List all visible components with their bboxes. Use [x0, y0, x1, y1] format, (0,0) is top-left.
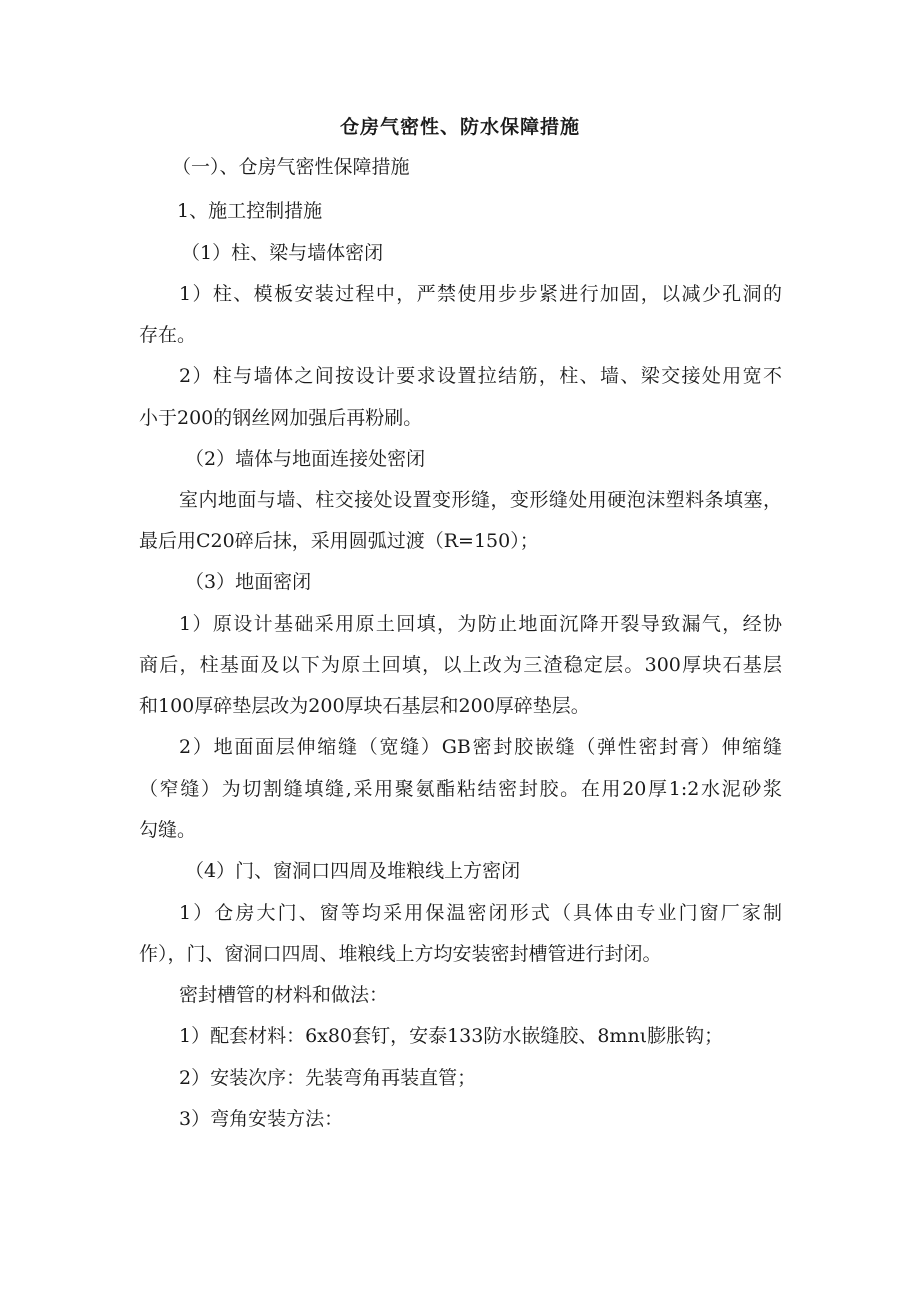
- paragraph-5-line-2: （窄缝）为切割缝填缝,采用聚氨酯粘结密封胶。在用20厚1:2水泥砂浆: [139, 778, 782, 800]
- paragraph-5-line-1: 2）地面面层伸缩缝（宽缝）GB密封胶嵌缝（弹性密封膏）伸缩缝: [179, 736, 782, 758]
- item-heading-2: （2）墙体与地面连接处密闭: [185, 448, 426, 470]
- paragraph-2-line-1: 2）柱与墙体之间按设计要求设置拉结筋，柱、墙、梁交接处用宽不: [179, 365, 782, 387]
- item-heading-3: （3）地面密闭: [185, 571, 312, 593]
- paragraph-2-line-2: 小于200的钢丝网加强后再粉刷。: [139, 407, 423, 429]
- paragraph-3-line-1: 室内地面与墙、柱交接处设置变形缝，变形缝处用硬泡沫塑料条填塞，: [179, 489, 782, 511]
- document-title: 仓房气密性、防水保障措施: [339, 116, 580, 138]
- paragraph-8: 1）配套材料：6x80套钉，安泰133防水嵌缝胶、8mnι膨胀钩；: [179, 1025, 724, 1047]
- paragraph-7: 密封槽管的材料和做法：: [179, 984, 389, 1006]
- item-heading-4: （4）门、窗洞口四周及堆粮线上方密闭: [185, 860, 521, 882]
- subsection-heading: 1、施工控制措施: [177, 200, 323, 222]
- paragraph-5-line-3: 勾缝。: [139, 819, 197, 841]
- paragraph-6-line-1: 1）仓房大门、窗等均采用保温密闭形式（具体由专业门窗厂家制: [179, 902, 782, 924]
- paragraph-4-line-2: 商后，柱基面及以下为原土回填，以上改为三渣稳定层。300厚块石基层: [139, 654, 782, 676]
- section-heading: （一）、仓房气密性保障措施: [172, 156, 410, 178]
- paragraph-1-line-2: 存在。: [139, 324, 197, 346]
- paragraph-4-line-3: 和100厚碎垫层改为200厚块石基层和200厚碎垫层。: [139, 695, 590, 717]
- paragraph-4-line-1: 1）原设计基础采用原土回填，为防止地面沉降开裂导致漏气，经协: [179, 613, 782, 635]
- paragraph-10: 3）弯角安装方法：: [179, 1108, 344, 1130]
- paragraph-6-line-2: 作），门、窗洞口四周、堆粮线上方均安装密封槽管进行封闭。: [139, 943, 662, 965]
- paragraph-3-line-2: 最后用C20碎后抹，采用圆弧过渡（R=150）；: [139, 530, 539, 552]
- paragraph-9: 2）安装次序：先装弯角再装直管；: [179, 1067, 477, 1089]
- paragraph-1-line-1: 1）柱、模板安装过程中，严禁使用步步紧进行加固，以减少孔洞的: [179, 283, 782, 305]
- item-heading-1: （1）柱、梁与墙体密闭: [181, 242, 384, 264]
